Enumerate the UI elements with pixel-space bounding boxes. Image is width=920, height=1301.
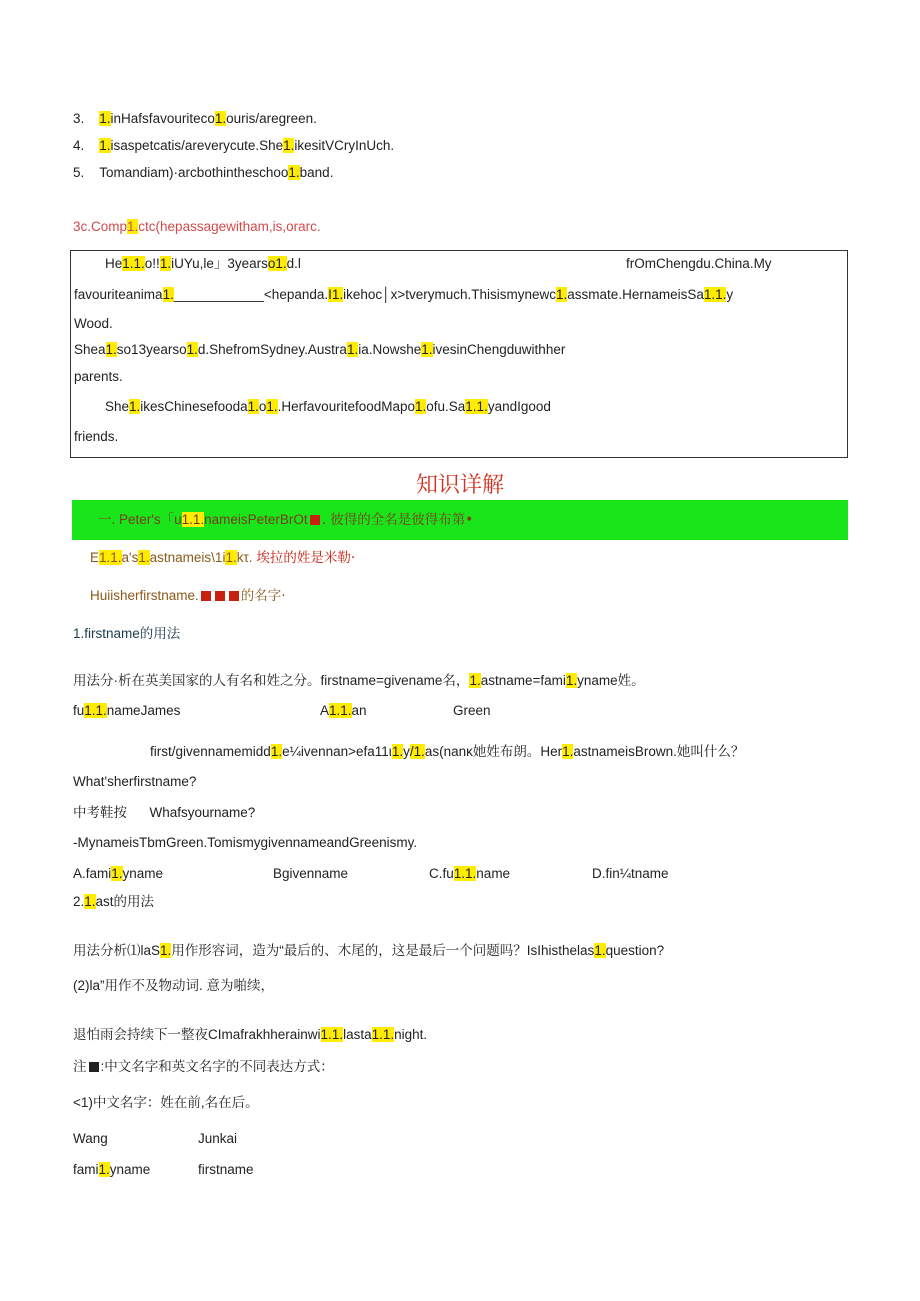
question-2: 中考鞋按 Whafsyourname? <box>73 805 256 820</box>
item-5: 5. Tomandiam)·arcbothintheschoo1.band. <box>73 165 334 180</box>
square-mark <box>310 515 320 525</box>
choice-c: C.fu1.1.name <box>429 866 511 881</box>
choice-d: D.fin¼tname <box>592 866 669 881</box>
green-bar-text: 一. Peter's「u1.1.nameisPeterBrOt . 彼得的全名是彼得布第• <box>98 512 474 528</box>
highlight: 1. <box>214 111 227 126</box>
rain-sentence: 退怕雨会持续下一整夜CImafrakhherainwi1.1.lasta1.1.night. <box>73 1027 428 1042</box>
item-3: 3. 1.inHafsfavouriteco1.ouris/aregreen. <box>73 111 317 126</box>
usage-3: (2)la”用作不及物动词. 意为啪续， <box>73 978 275 993</box>
highlight: 1. <box>99 111 111 126</box>
names-row-1-last: Green <box>453 703 491 718</box>
passage-box <box>70 250 848 458</box>
names-row-2: first/givennamemidd1.e¼ivennan>efa11ι1.y/1.as(nanκ她姓布朗。Her1.astnameisBrown.她叫什么？ <box>150 744 745 759</box>
item-number: 3. <box>73 111 85 126</box>
highlight: 1. <box>99 138 111 153</box>
section-title: 知识详解 <box>415 473 504 498</box>
names-row-1-middle: A1.1.an <box>320 703 367 718</box>
hui-line: Huiisherfirstname. 的名字· <box>90 588 286 604</box>
square-mark <box>215 591 225 601</box>
square-mark <box>229 591 239 601</box>
passage-line-2: favouriteanima1.____________<hepanda.I1.ikehoc│x>tverymuch.Thisismynewc1.assmate.HernameisSa1.1.y <box>74 287 734 302</box>
example-given: Junkai <box>198 1131 238 1146</box>
heading-firstname: 1.firstname的用法 <box>73 626 181 641</box>
question-3: -MynameisTbmGreen.TomismygivennameandGreenismy. <box>73 835 418 850</box>
example-surname: Wang <box>73 1131 108 1146</box>
passage-line-4: Shea1.so13yearso1.d.ShefromSydney.Austra1.ia.Nowshe1.ivesinChengduwithher <box>74 342 566 357</box>
green-highlight-bar <box>72 500 848 540</box>
square-mark <box>89 1062 99 1072</box>
names-row-1: fu1.1.nameJames <box>73 703 181 718</box>
label-familyname: fami1.yname <box>73 1162 151 1177</box>
usage-1: 用法分·析在英美国家的人有名和姓之分。firstname=givename名，1.astname=fami1.yname姓。 <box>73 673 645 688</box>
label-firstname: firstname <box>198 1162 254 1177</box>
passage-line-3: Wood. <box>74 316 113 331</box>
square-mark <box>201 591 211 601</box>
choice-b: Bgivenname <box>273 866 349 881</box>
passage-line-1-end: frOmChengdu.China.My <box>626 256 772 271</box>
highlight: 1. <box>127 219 139 234</box>
choice-a: A.fami1.yname <box>73 866 164 881</box>
passage-line-1: He1.1.o!!1.iUYu,le」3yearso1.d.l <box>105 256 301 271</box>
ella-line: E1.1.a's1.astnameis\1i1.kτ. 埃拉的姓是米勒· <box>90 550 356 566</box>
chinese-name-rule: <1)中文名字：姓在前,名在后。 <box>73 1095 259 1110</box>
item-4: 4. 1.isaspetcatis/areverycute.She1.ikesitVCryInUch. <box>73 138 395 153</box>
usage-2: 用法分析⑴laS1.用作形容词，造为“最后的、木尾的，这是最后一个问题吗？IsIhisthelas1.question? <box>73 943 665 958</box>
heading-last: 2.1.ast的用法 <box>73 894 155 909</box>
question-1: What'sherfirstname? <box>73 774 197 789</box>
note-line: 注 :中文名字和英文名字的不同表达方式： <box>73 1059 334 1074</box>
highlight: 1. <box>283 138 295 153</box>
section-3c-heading: 3c.Comp1.ctc(hepassagewitham,is,orarc. <box>73 219 321 234</box>
item-number: 4. <box>73 138 85 153</box>
item-number: 5. <box>73 165 85 180</box>
passage-line-7: friends. <box>74 429 119 444</box>
highlight: 1. <box>288 165 300 180</box>
passage-line-6: She1.ikesChinesefooda1.o1..HerfavouritefoodMapo1.ofu.Sa1.1.yandIgood <box>105 399 551 414</box>
passage-line-5: parents. <box>74 369 123 384</box>
